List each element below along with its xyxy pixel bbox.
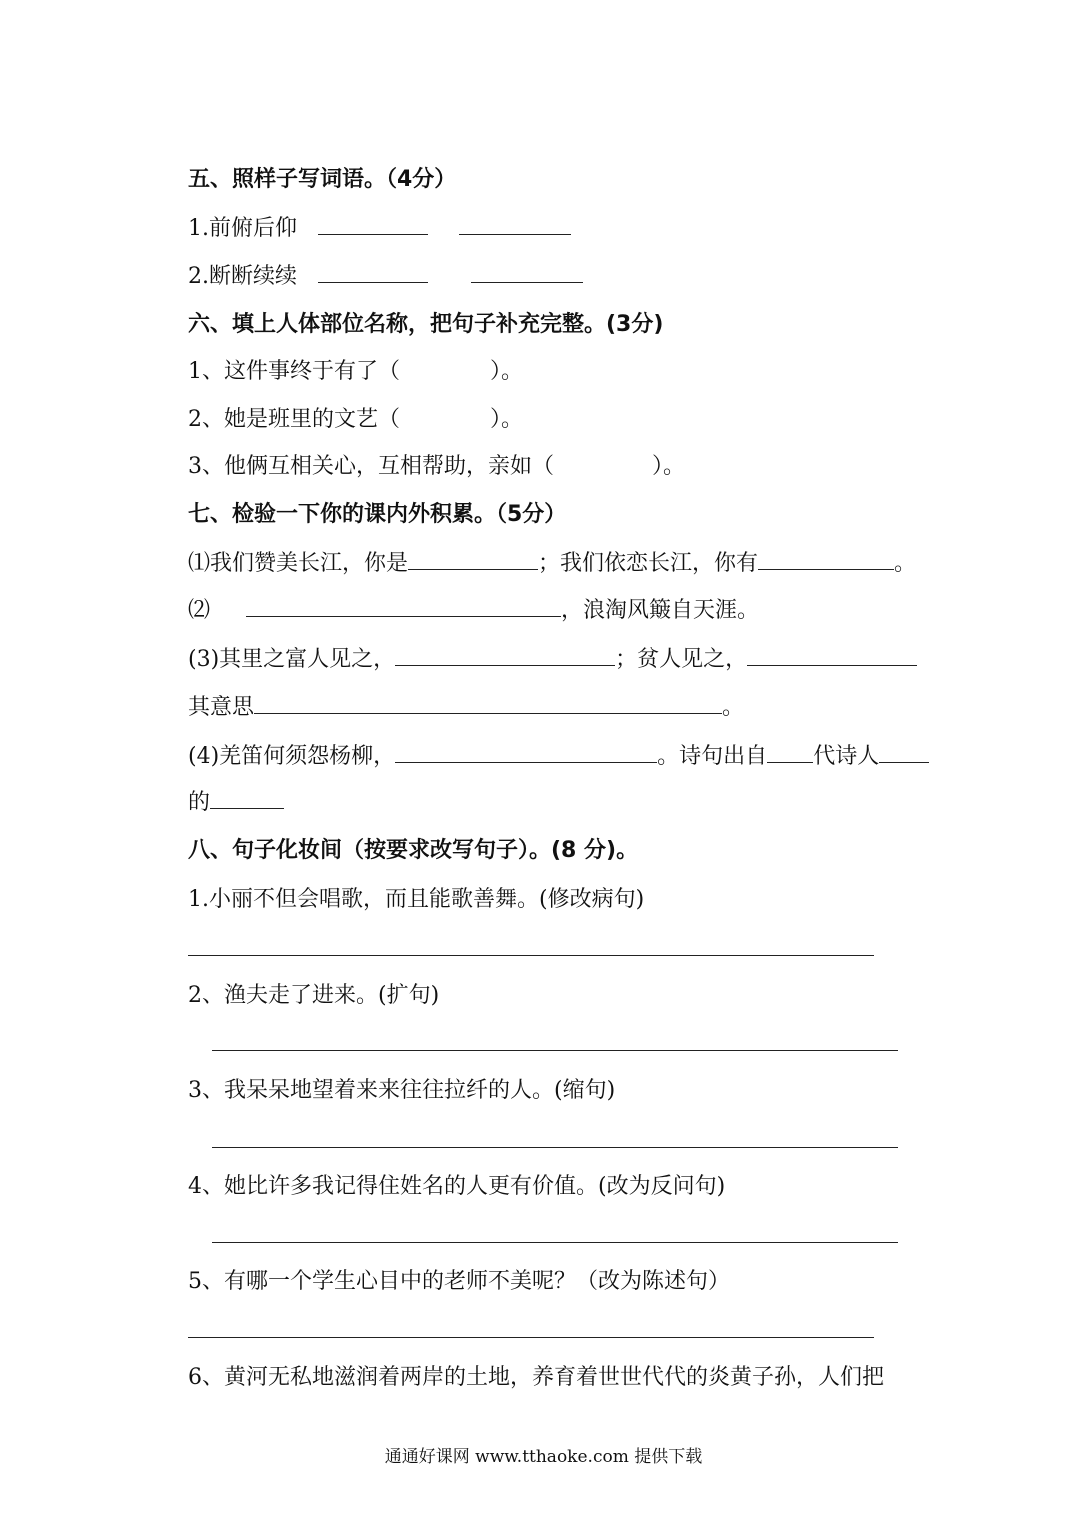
s5-q2 [188,262,583,292]
s8-q5: 5、有哪一个学生心目中的老师不美呢？（改为陈述句） [188,1269,730,1294]
s8-q6: 6、黄河无私地滋润着两岸的土地，养育着世世代代的炎黄子孙，人们把 [188,1365,884,1390]
s8-q3: 3、我呆呆地望着来来往往拉纤的人。(缩句) [188,1078,616,1103]
s6-q2-text-b: ）。 [490,407,524,432]
s7-q3-text-c: 其意思 [188,695,255,720]
s8-q1: 1.小丽不但会唱歌，而且能歌善舞。(修改病句) [188,887,645,912]
s7-q4-poet [188,788,284,818]
s6-q1-text-a: 1、这件事终于有了（ [188,359,400,384]
s7-q4 [188,742,929,772]
s8-q5-answer-line[interactable] [188,1337,874,1338]
s7-q2-text-a: ⑵ [188,598,211,623]
s7-q4-blank-2[interactable] [767,744,813,763]
s7-q3-blank-2[interactable] [747,647,917,666]
s7-q1 [188,549,916,579]
s7-q2-blank[interactable] [246,598,561,617]
s5-q1-blank-2[interactable] [459,216,571,235]
s5-q1 [188,214,571,244]
section-7-heading: 七、检验一下你的课内外积累。（5分） [188,502,567,527]
s6-q3-text-b: ）。 [652,454,686,479]
s6-q1-text-b: ）。 [490,359,524,384]
s6-q2-text-a: 2、她是班里的文艺（ [188,407,400,432]
s8-q2: 2、渔夫走了进来。(扩句) [188,983,440,1008]
s5-q2-blank-2[interactable] [471,264,583,283]
s7-q1-blank-2[interactable] [758,551,894,570]
s5-q1-blank-1[interactable] [318,216,428,235]
section-5-heading: 五、照样子写词语。（4分） [188,167,457,192]
page-footer: 通通好课网 www.tthaoke.com 提供下载 [384,1447,703,1467]
s7-q3-blank-1[interactable] [395,647,615,666]
s7-q3 [188,645,917,675]
s6-q3 [188,452,685,482]
s7-q3-text-a: (3)其里之富人见之， [188,647,396,672]
s7-q2 [188,596,759,626]
s7-q2-text-b: ，浪淘风簸自天涯。 [561,598,760,623]
s7-q4-text-d: 的 [188,790,211,815]
s7-q4-text-a: (4)羌笛何须怨杨柳， [188,744,396,769]
section-8-heading: 八、句子化妆间（按要求改写句子）。(8 分)。 [188,838,639,863]
s8-q4-answer-line[interactable] [212,1242,898,1243]
s7-q3-text-d: 。 [722,695,745,720]
s7-q4-text-b: 。诗句出自 [657,744,768,769]
s7-q1-text-b: ；我们依恋长江，你有 [538,551,759,576]
s7-q3-meaning [188,693,744,723]
s7-q3-blank-3[interactable] [254,695,722,714]
s8-q2-answer-line[interactable] [212,1050,898,1051]
s5-q2-text: 2.断断续续 [188,264,297,289]
s7-q1-text-a: ⑴我们赞美长江，你是 [188,551,409,576]
s8-q3-answer-line[interactable] [212,1147,898,1148]
s7-q4-blank-1[interactable] [395,744,657,763]
s5-q2-blank-1[interactable] [318,264,428,283]
s6-q3-text-a: 3、他俩互相关心，互相帮助，亲如（ [188,454,554,479]
section-6-heading: 六、填上人体部位名称，把句子补充完整。(3分) [188,312,664,337]
s8-q4: 4、她比许多我记得住姓名的人更有价值。(改为反问句) [188,1174,726,1199]
s5-q1-text: 1.前俯后仰 [188,216,297,241]
s8-q1-answer-line[interactable] [188,955,874,956]
s7-q4-text-c: 代诗人 [813,744,880,769]
s7-q4-blank-4[interactable] [210,790,284,809]
s6-q1 [188,357,523,387]
s7-q1-text-c: 。 [894,551,917,576]
s7-q1-blank-1[interactable] [408,551,538,570]
s7-q4-blank-3[interactable] [879,744,929,763]
s6-q2 [188,405,523,435]
s7-q3-text-b: ；贫人见之， [615,647,748,672]
